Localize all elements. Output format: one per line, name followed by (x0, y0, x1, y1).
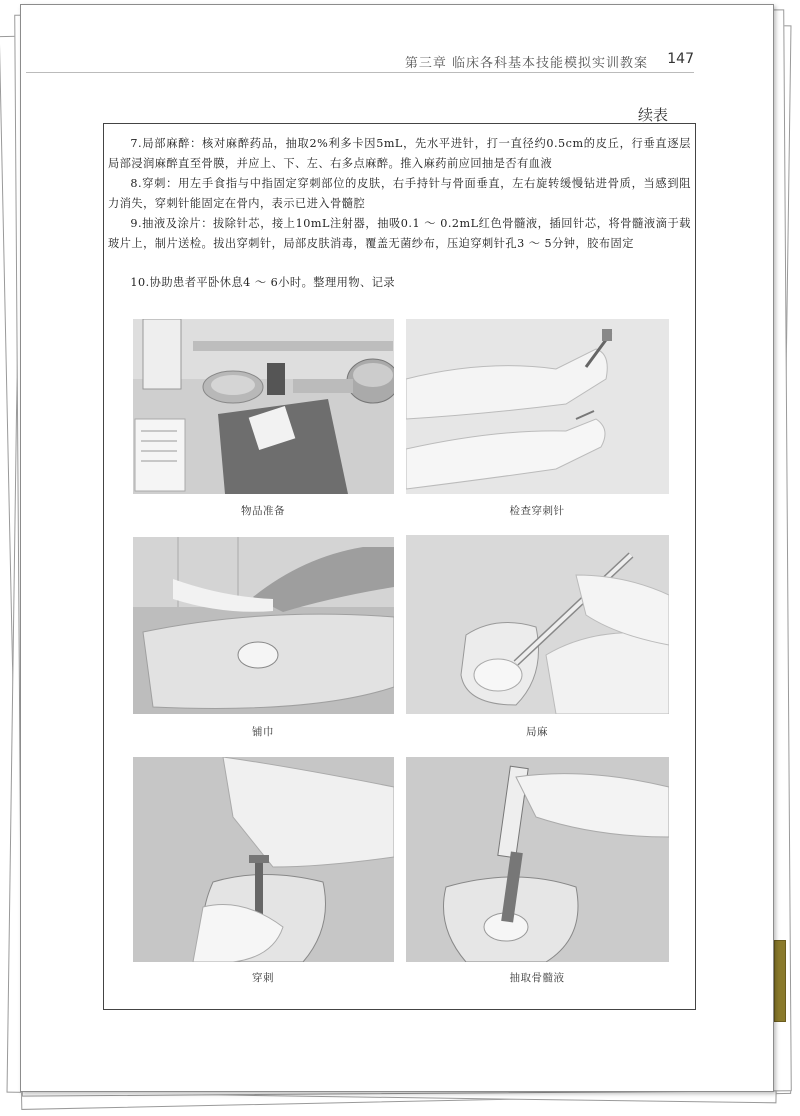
figure-caption: 局麻 (526, 726, 548, 738)
step-paragraph: 8.穿刺：用左手食指与中指固定穿刺部位的皮肤，右手持针与骨面垂直，左右旋转缓慢钻进骨质，当感到阻力消失，穿刺针能固定在骨内，表示已进入骨髓腔 (108, 177, 691, 210)
step-paragraph: 9.抽液及涂片：拔除针芯，接上10mL注射器，抽吸0.1 ～ 0.2mL红色骨髓液，插回针芯，将骨髓液滴于载玻片上，制片送检。拔出穿刺针，局部皮肤消毒，覆盖无菌纱布，压迫穿刺针孔3 ～ 5分钟，胶布固定 (108, 217, 691, 250)
photo-check-needle (406, 319, 669, 494)
running-header (26, 48, 694, 73)
chapter-title: 第三章 临床各科基本技能模拟实训教案 (404, 56, 648, 71)
book-edge-strip (774, 940, 786, 1022)
figure-caption: 穿刺 (252, 972, 274, 984)
figure-caption: 铺巾 (252, 726, 274, 738)
photo-puncture (133, 757, 394, 962)
step-paragraph: 7.局部麻醉：核对麻醉药品，抽取2%利多卡因5mL，先水平进针，打一直径约0.5cm的皮丘，行垂直逐层局部浸润麻醉直至骨膜，并应上、下、左、右多点麻醉。推入麻药前应回抽是否有血液 (108, 137, 691, 170)
page-number: 147 (667, 51, 694, 67)
figure-caption: 物品准备 (241, 505, 285, 517)
figure-caption: 抽取骨髓液 (509, 972, 565, 984)
figure-caption: 检查穿刺针 (509, 505, 565, 517)
photo-draping (133, 537, 394, 714)
photo-aspirate (406, 757, 669, 962)
photo-supplies (133, 319, 394, 494)
continued-label: 续表 (637, 106, 668, 124)
photo-anesthesia (406, 535, 669, 714)
step-paragraph: 10.协助患者平卧休息4 ～ 6小时。整理用物、记录 (130, 276, 396, 289)
